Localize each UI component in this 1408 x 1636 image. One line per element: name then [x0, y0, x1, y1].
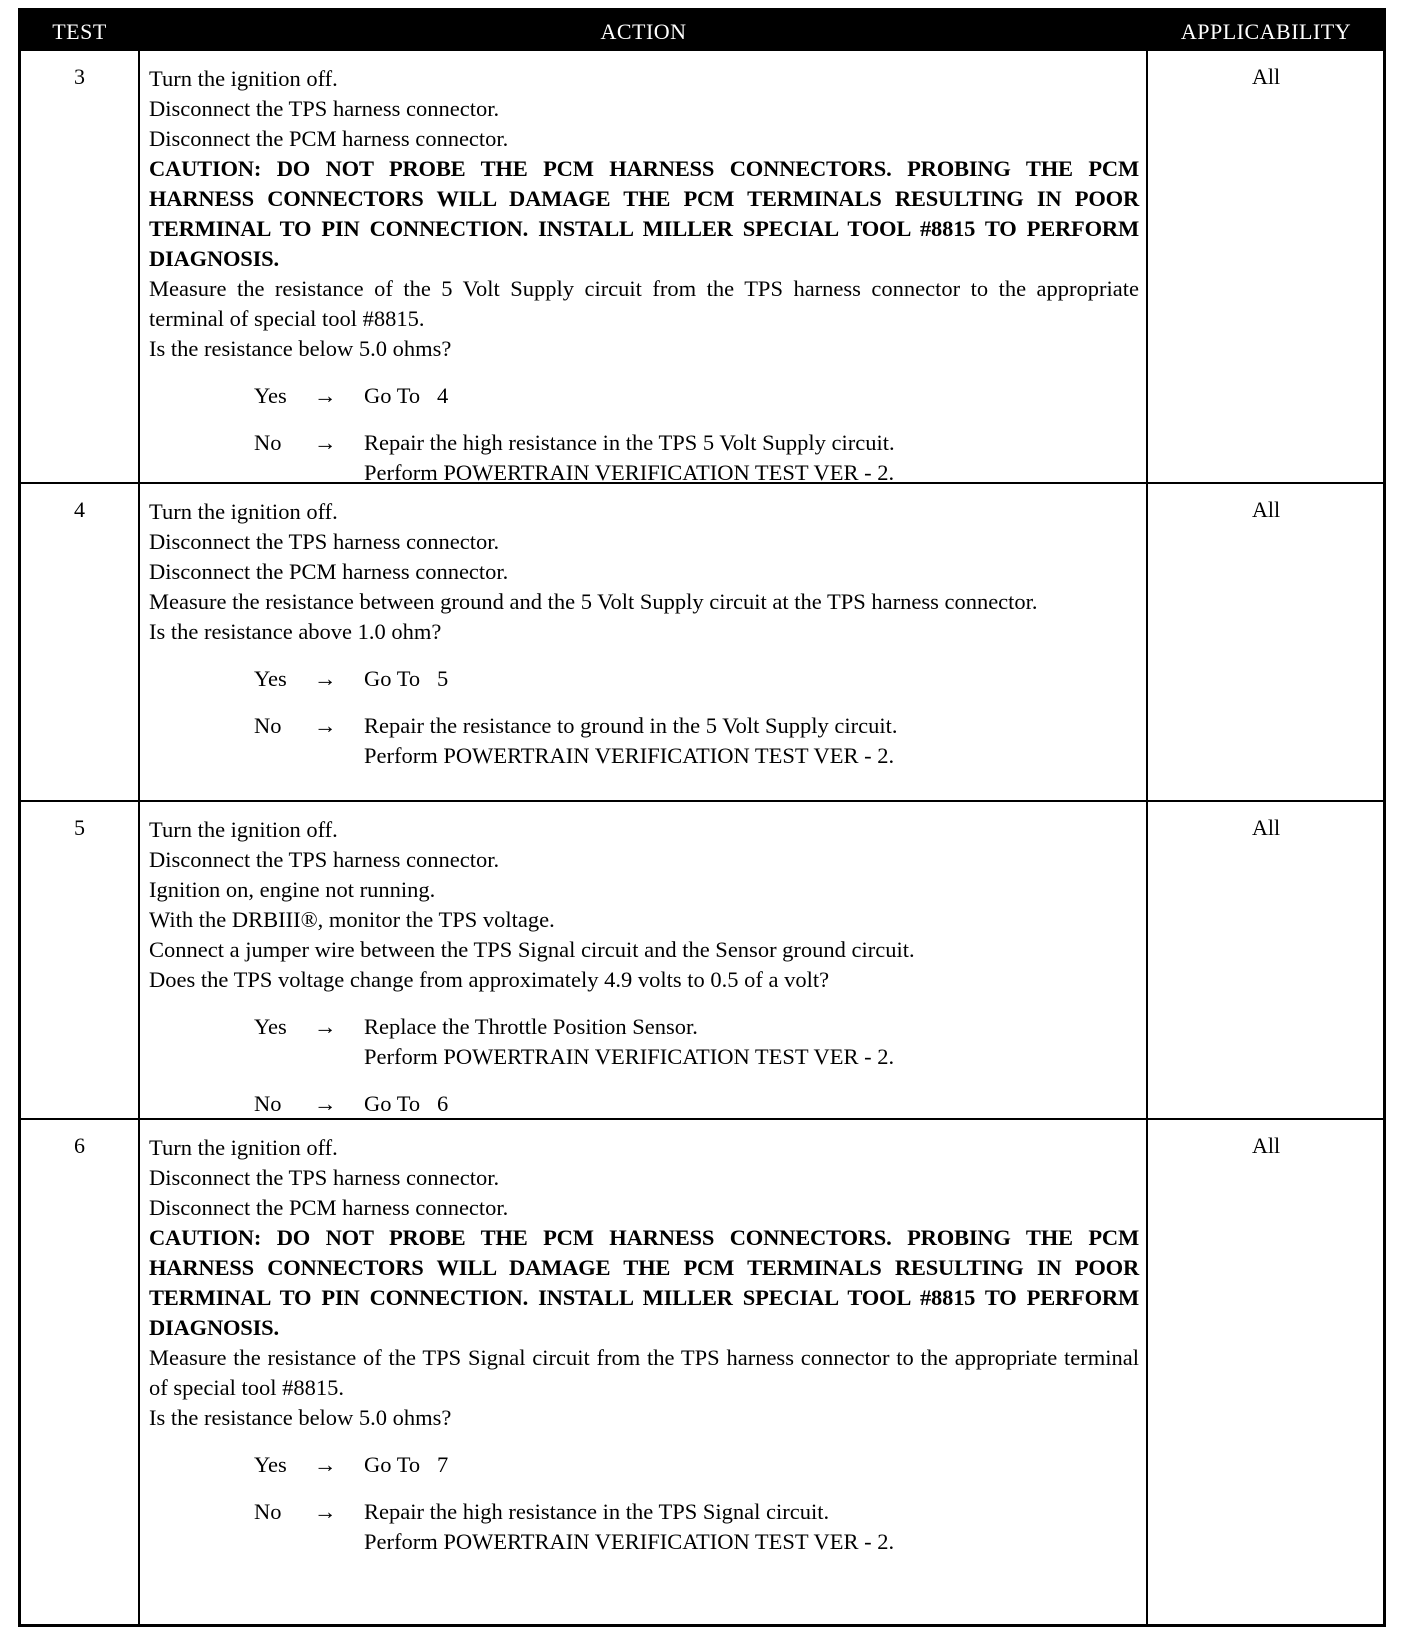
header-test: TEST	[52, 19, 107, 44]
caution-text: CAUTION: DO NOT PROBE THE PCM HARNESS CONNECTORS. PROBING THE PCM HARNESS CONNECTORS WILL DAMAGE THE PCM TERMINALS RESULTING IN POOR TERMINAL TO PIN CONNECTION. INSTALL MILLER SPECIAL TOOL #8815 TO PERFORM DIAGNOSIS.	[149, 1225, 1139, 1340]
action-cell	[149, 497, 1139, 771]
no-result: Repair the high resistance in the TPS 5 Volt Supply circuit.	[364, 430, 895, 455]
no-label: No	[254, 430, 282, 455]
step: Disconnect the PCM harness connector.	[149, 126, 509, 151]
answer-yes	[149, 1450, 1139, 1480]
yes-label: Yes	[254, 666, 287, 691]
measure-step: Measure the resistance of the 5 Volt Supply circuit from the TPS harness connector to the appropriate terminal of special tool #8815.	[149, 276, 1139, 331]
step: Turn the ignition off.	[149, 1135, 338, 1160]
step: Disconnect the TPS harness connector.	[149, 847, 500, 872]
no-result-verify: Perform POWERTRAIN VERIFICATION TEST VER - 2.	[364, 1529, 895, 1554]
question: Does the TPS voltage change from approximately 4.9 volts to 0.5 of a volt?	[149, 967, 830, 992]
answer-no	[149, 1497, 1139, 1557]
yes-result: Go To 4	[364, 383, 449, 408]
test-number: 5	[74, 815, 85, 840]
yes-result: Go To 5	[364, 666, 449, 691]
step: Disconnect the PCM harness connector.	[149, 559, 509, 584]
arrow-icon: →	[314, 1499, 337, 1524]
header-applicability: APPLICABILITY	[1180, 19, 1352, 44]
no-result-verify: Perform POWERTRAIN VERIFICATION TEST VER - 2.	[364, 460, 895, 485]
no-result: Repair the high resistance in the TPS Signal circuit.	[364, 1499, 830, 1524]
measure-step: Measure the resistance of the TPS Signal circuit from the TPS harness connector to the appropriate terminal of special tool #8815.	[149, 1345, 1139, 1400]
diagnostic-table	[18, 8, 1386, 1627]
yes-result: Replace the Throttle Position Sensor.	[364, 1014, 698, 1039]
table-row-test-4	[21, 484, 1383, 802]
no-result: Repair the resistance to ground in the 5 Volt Supply circuit.	[364, 713, 898, 738]
arrow-icon: →	[314, 1014, 337, 1039]
answer-yes	[149, 664, 1139, 694]
yes-result: Go To 7	[364, 1452, 449, 1477]
step: Disconnect the TPS harness connector.	[149, 529, 500, 554]
test-number: 4	[74, 497, 85, 522]
answer-no	[149, 428, 1139, 488]
arrow-icon: →	[314, 1091, 337, 1116]
step: Turn the ignition off.	[149, 499, 338, 524]
arrow-icon: →	[314, 383, 337, 408]
applicability: All	[1251, 1133, 1281, 1158]
action-cell	[149, 64, 1139, 488]
table-row-test-5	[21, 802, 1383, 1120]
header-action: ACTION	[600, 19, 687, 44]
question: Is the resistance below 5.0 ohms?	[149, 1405, 452, 1430]
yes-label: Yes	[254, 1014, 287, 1039]
yes-result-verify: Perform POWERTRAIN VERIFICATION TEST VER - 2.	[364, 1044, 895, 1069]
question: Is the resistance below 5.0 ohms?	[149, 336, 452, 361]
arrow-icon: →	[314, 1452, 337, 1477]
table-header	[21, 11, 1383, 51]
step: Connect a jumper wire between the TPS Signal circuit and the Sensor ground circuit.	[149, 937, 915, 962]
answer-yes	[149, 1012, 1139, 1072]
applicability: All	[1251, 497, 1281, 522]
action-cell	[149, 1133, 1139, 1557]
step: Ignition on, engine not running.	[149, 877, 436, 902]
step: Turn the ignition off.	[149, 817, 338, 842]
question: Is the resistance above 1.0 ohm?	[149, 619, 442, 644]
answer-yes	[149, 381, 1139, 411]
measure-step: Measure the resistance between ground and the 5 Volt Supply circuit at the TPS harness connector.	[149, 589, 1038, 614]
table-row-test-3	[21, 51, 1383, 484]
table-row-test-6	[21, 1120, 1383, 1624]
answer-no	[149, 1089, 1139, 1119]
no-label: No	[254, 1499, 282, 1524]
test-number: 6	[74, 1133, 85, 1158]
arrow-icon: →	[314, 713, 337, 738]
no-result: Go To 6	[364, 1091, 449, 1116]
step: Disconnect the TPS harness connector.	[149, 96, 500, 121]
caution-text: CAUTION: DO NOT PROBE THE PCM HARNESS CONNECTORS. PROBING THE PCM HARNESS CONNECTORS WILL DAMAGE THE PCM TERMINALS RESULTING IN POOR TERMINAL TO PIN CONNECTION. INSTALL MILLER SPECIAL TOOL #8815 TO PERFORM DIAGNOSIS.	[149, 156, 1139, 271]
yes-label: Yes	[254, 1452, 287, 1477]
no-result-verify: Perform POWERTRAIN VERIFICATION TEST VER - 2.	[364, 743, 895, 768]
step: Turn the ignition off.	[149, 66, 338, 91]
answer-no	[149, 711, 1139, 771]
action-cell	[149, 815, 1139, 1119]
step: Disconnect the PCM harness connector.	[149, 1195, 509, 1220]
yes-label: Yes	[254, 383, 287, 408]
applicability: All	[1251, 815, 1281, 840]
no-label: No	[254, 713, 282, 738]
arrow-icon: →	[314, 430, 337, 455]
applicability: All	[1251, 64, 1281, 89]
no-label: No	[254, 1091, 282, 1116]
arrow-icon: →	[314, 666, 337, 691]
step: Disconnect the TPS harness connector.	[149, 1165, 500, 1190]
step: With the DRBIII®, monitor the TPS voltage.	[149, 907, 555, 932]
test-number: 3	[74, 64, 85, 89]
